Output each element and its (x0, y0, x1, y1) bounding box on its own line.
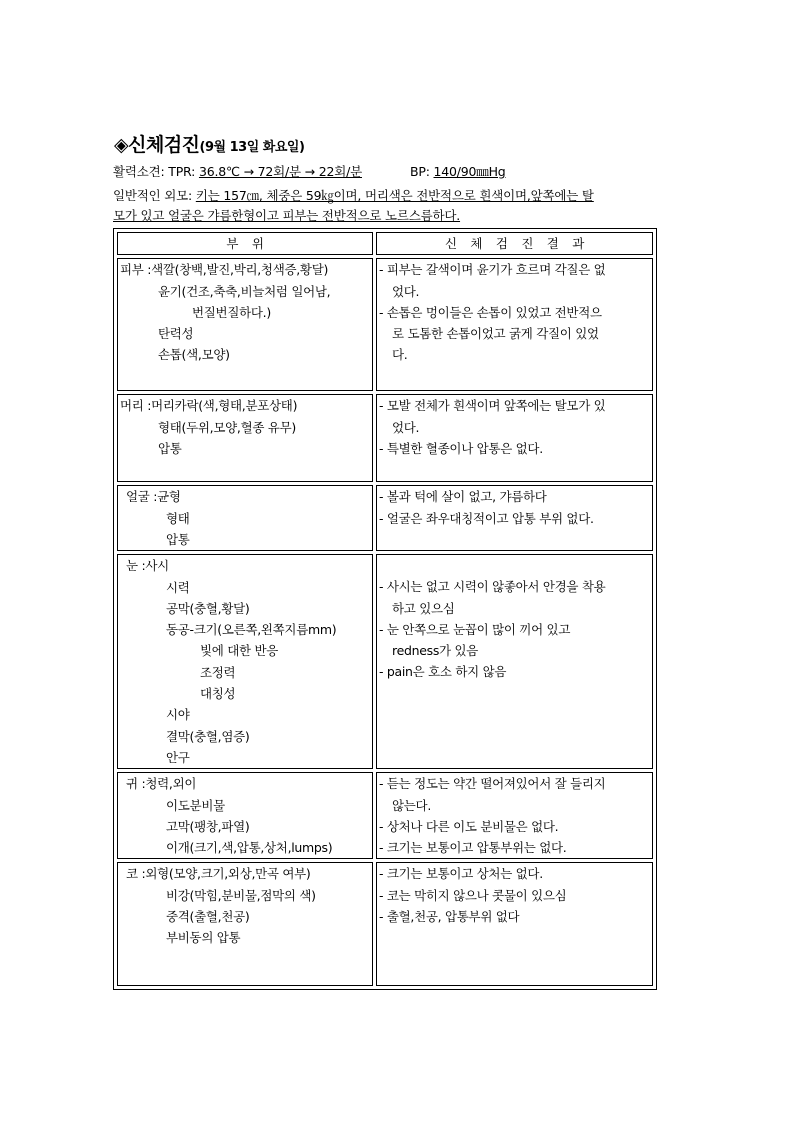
appearance-line-1 (113, 186, 594, 204)
table-row-ear (117, 772, 653, 859)
face-item: 얼굴 :균형 (126, 489, 181, 505)
eye-item: 대칭성 (200, 686, 236, 702)
face-item: 압통 (166, 531, 190, 547)
ear-item: 이개(크기,색,압통,상처,lumps) (166, 840, 333, 856)
eye-result: - pain은 호소 하지 않음 (379, 664, 507, 680)
head-result: - 모발 전체가 흰색이며 앞쪽에는 탈모가 있 (379, 398, 606, 414)
exam-table (113, 228, 657, 990)
vitals-bp-label: BP: (410, 164, 434, 179)
table-row-skin (117, 258, 653, 391)
vitals-label: 활력소견: TPR: (113, 164, 199, 179)
appearance-label: 일반적인 외모: (113, 188, 196, 203)
nose-result: - 코는 막히지 않으나 콧물이 있으심 (379, 887, 567, 903)
vitals-tpr: 36.8℃ → 72회/분 → 22회/분 (198, 164, 362, 179)
nose-result: - 출혈,천공, 압통부위 없다 (379, 909, 520, 925)
eye-item: 시야 (166, 707, 190, 723)
eye-item: 안구 (166, 749, 190, 765)
table-header-row (117, 232, 653, 255)
skin-item: 윤기(건조,축축,비늘처럼 일어남, (158, 283, 331, 299)
eye-result: - 사시는 없고 시력이 않좋아서 안경을 착용 (379, 579, 606, 595)
header-result: 신 체 검 진 결 과 (376, 232, 653, 255)
face-results (376, 485, 653, 551)
table-row-nose (117, 862, 653, 986)
header-site: 부 위 (117, 232, 373, 255)
skin-items (117, 258, 373, 391)
eye-results (376, 554, 653, 769)
face-items (117, 485, 373, 551)
face-result: - 얼굴은 좌우대칭적이고 압통 부위 없다. (379, 510, 594, 526)
appearance-line-2 (113, 206, 460, 224)
head-item: 압통 (158, 440, 182, 456)
ear-results (376, 772, 653, 859)
eye-item: 동공-크기(오른쪽,왼쪽지름mm) (166, 622, 337, 638)
skin-item: 탄력성 (158, 326, 194, 342)
head-result: - 특별한 혈종이나 압통은 없다. (379, 440, 543, 456)
head-item: 머리 :머리카락(색,형태,분포상태) (120, 398, 298, 414)
page-title (114, 130, 304, 157)
eye-item: 빛에 대한 반응 (200, 643, 278, 659)
nose-item: 부비동의 압통 (166, 930, 241, 946)
skin-result: 다. (392, 347, 408, 363)
vitals-line (113, 162, 506, 180)
skin-item: 번질번질하다.) (192, 304, 271, 320)
eye-item: 조정력 (200, 664, 236, 680)
appearance-text-1: 키는 157㎝, 체중은 59㎏이며, 머리색은 전반적으로 흰색이며,앞쪽에는 탈 (195, 188, 594, 203)
ear-items (117, 772, 373, 859)
table-row-face (117, 485, 653, 551)
vitals-bp: 140/90㎜Hg (433, 164, 506, 179)
ear-item: 이도분비물 (166, 797, 225, 813)
title-date: (9월 13일 화요일) (199, 140, 305, 155)
nose-result: - 크기는 보통이고 상처는 없다. (379, 866, 543, 882)
skin-result: 었다. (392, 283, 420, 299)
skin-result: - 피부는 갈색이며 윤기가 흐르며 각질은 없 (379, 262, 606, 278)
head-items (117, 394, 373, 482)
title-main: ◈신체검진 (114, 134, 200, 156)
ear-item: 귀 :청력,외이 (126, 776, 197, 792)
ear-result: - 상처나 다른 이도 분비물은 없다. (379, 818, 559, 834)
head-results (376, 394, 653, 482)
eye-items (117, 554, 373, 769)
head-item: 형태(두위,모양,혈종 유무) (158, 419, 296, 435)
eye-result: redness가 있음 (392, 643, 479, 659)
skin-result: 로 도톰한 손톱이었고 굵게 각질이 있었 (392, 326, 599, 342)
face-result: - 볼과 턱에 살이 없고, 갸름하다 (379, 489, 547, 505)
skin-item: 피부 :색깔(창백,발진,박리,청색증,황달) (120, 262, 329, 278)
table-row-head (117, 394, 653, 482)
eye-result: - 눈 안쪽으로 눈꼽이 많이 끼어 있고 (379, 621, 571, 637)
ear-item: 고막(팽창,파열) (166, 818, 250, 834)
skin-result: - 손톱은 멍이들은 손톱이 있었고 전반적으 (379, 304, 602, 320)
nose-item: 중격(출혈,천공) (166, 909, 250, 925)
ear-result: - 크기는 보통이고 압통부위는 없다. (379, 840, 567, 856)
eye-item: 시력 (166, 579, 190, 595)
eye-item: 눈 :사시 (126, 558, 169, 574)
spacer (379, 555, 650, 576)
table-row-eye (117, 554, 653, 769)
face-item: 형태 (166, 510, 190, 526)
nose-item: 코 :외형(모양,크기,외상,만곡 여부) (126, 866, 311, 882)
appearance-text-2: 모가 있고 얼굴은 갸름한형이고 피부는 전반적으로 노르스름하다. (113, 208, 461, 223)
nose-item: 비강(막힘,분비물,점막의 색) (166, 887, 316, 903)
nose-items (117, 862, 373, 986)
head-result: 었다. (392, 419, 420, 435)
eye-item: 공막(충혈,황달) (166, 600, 250, 616)
skin-results (376, 258, 653, 391)
nose-results (376, 862, 653, 986)
skin-item: 손톱(색,모양) (158, 347, 230, 363)
eye-item: 결막(충혈,염증) (166, 728, 250, 744)
ear-result: 않는다. (392, 797, 431, 813)
ear-result: - 듣는 정도는 약간 떨어져있어서 잘 들리지 (379, 776, 606, 792)
eye-result: 하고 있으심 (392, 600, 455, 616)
